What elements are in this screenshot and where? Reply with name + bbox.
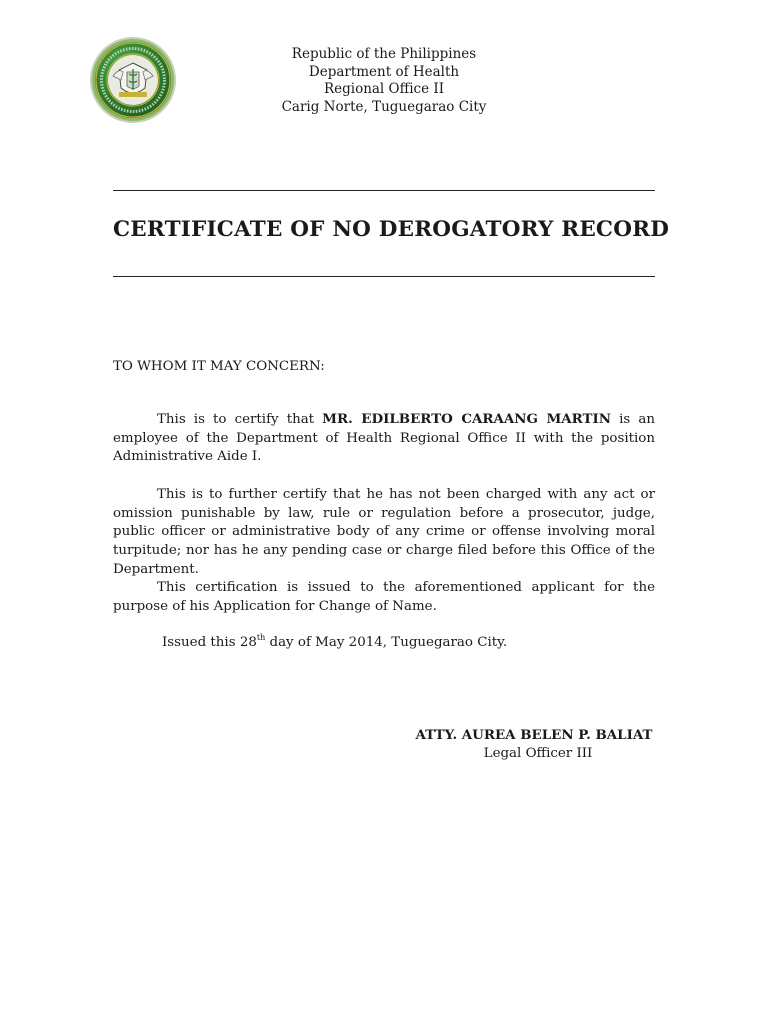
certificate-title: CERTIFICATE OF NO DEROGATORY RECORD: [113, 217, 670, 242]
signatory-name: ATTY. AUREA BELEN P. BALIAT: [415, 727, 653, 743]
department-of-health-seal: [89, 36, 177, 124]
paragraph-lead-text: This is to certify that: [157, 412, 323, 427]
letterhead-regional-office: Regional Office II: [323, 81, 445, 97]
letterhead-department: Department of Health: [308, 63, 460, 80]
issued-prefix: Issued this 28: [162, 635, 257, 650]
ordinal-suffix: th: [256, 633, 266, 642]
title-top-rule: [113, 190, 655, 191]
paragraph-employment-text: is an employee of the Department of Health Regional Office II with the position Administrative Aide I.: [113, 412, 655, 465]
employee-name: MR. EDILBERTO CARAANG MARTIN: [322, 411, 612, 427]
issued-date-line: [162, 634, 662, 653]
issued-suffix: day of May 2014, Tuguegarao City.: [265, 635, 508, 650]
letterhead: [234, 46, 534, 116]
letterhead-address: Carig Norte, Tuguegarao City: [281, 98, 487, 115]
certification-paragraph: [113, 410, 655, 467]
further-certification-paragraph: This is to further certify that he has not been charged with any act or omission punishable by law, rule or regulation before a prosecutor, judge, public officer or administrative body of any crime or offense involving moral turpitude; nor has he any pending case or charge filed before this Office of the Department.: [113, 487, 655, 577]
salutation: TO WHOM IT MAY CONCERN:: [113, 359, 325, 374]
purpose-paragraph: This certification is issued to the aforementioned applicant for the purpose of his Application for Change of Name.: [113, 580, 655, 614]
letterhead-republic: Republic of the Philippines: [291, 46, 477, 62]
signatory-title: Legal Officer III: [483, 746, 593, 761]
title-bottom-rule: [113, 276, 655, 277]
